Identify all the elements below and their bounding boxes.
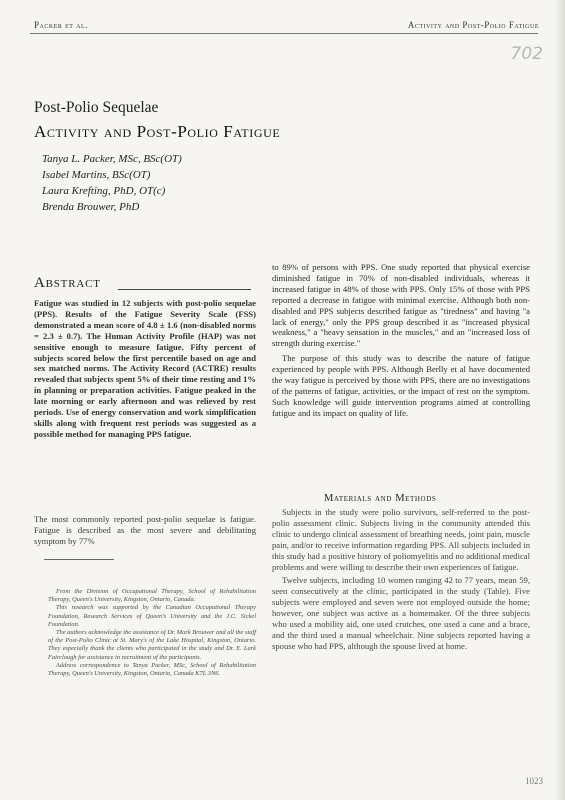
footnote: From the Division of Occupational Therapy, School of Rehabilitation Therapy, Queen's University, Kingston, Ontario, Canada. [48,588,256,604]
header-rule [30,33,538,34]
abstract-heading: Abstract [34,275,101,291]
methods-text [272,507,530,655]
paragraph: Subjects in the study were polio survivors, self-referred to the post-polio assessment clinic. Subjects living in the community attended this clinic to undergo clinical assessment of breathing needs, joint pain, muscle pain, and/or to receive information regarding PPS. All subjects included in this study had a positive history of poliomyelitis and no additional medical problems and were willing to describe their own experiences of fatigue. [272,507,530,572]
author: Isabel Martins, BSc(OT) [42,169,151,181]
author-list [42,151,182,215]
scan-edge-shadow [555,0,565,800]
paragraph: The purpose of this study was to describe the nature of fatigue experienced by people with PPS. Although Berlly et al have documented the way fatigue is perceived by those with PPS, there are no investigations of the patterns of fatigue, activities, or the impact of rest on the symptom. Such knowledge will guide intervention programs aimed at controlling fatigue and its impact on quality of life. [272,353,530,418]
methods-heading: Materials and Methods [324,493,437,504]
paragraph: Twelve subjects, including 10 women ranging 42 to 77 years, mean 59, seen consecutively at the clinic, participated in the study (Table). Five subjects were employed and seven were not employed outside the home; however, one subject was active as a homemaker. Of the three subjects who used a mobility aid, one used crutches, one used a cane and a brace, and the third used a manual wheelchair. Nine subjects reported having a spouse who had PPS, although the spouse lived at home. [272,575,530,651]
abstract-rule [118,289,251,290]
page-stamp: 702 [510,44,543,64]
footnote-rule [44,559,114,560]
right-column-text [272,262,530,423]
footnotes [48,588,256,678]
author: Laura Krefting, PhD, OT(c) [42,185,166,197]
running-header-left: Packer et al. [34,20,88,30]
intro-paragraph: The most commonly reported post-polio sequelae is fatigue. Fatigue is described as the most severe and debilitating symptom by 77% [34,514,256,546]
abstract-text: Fatigue was studied in 12 subjects with post-polio sequelae (PPS). Results of the Fatigue Severity Scale (FSS) demonstrated a mean score of 4.8 ± 1.6 (non-disabled norms = 2.3 ± 0.7). The Human Activity Profile (HAP) was not sensitive enough to measure fatigue. Fifty percent of subjects scored below the first percentile based on age and sex matched norms. The Activity Record (ACTRE) results revealed that subjects spent 5% of their time resting and 1% in planning or preparation activities. Fatigue peaked in the late morning or early afternoon and was relieved by rest periods. Use of energy conservation and work simplification skills along with frequent rest periods was suggested as a possible method for managing PPS fatigue. [34,298,256,439]
author: Tanya L. Packer, MSc, BSc(OT) [42,153,182,165]
footnote: The authors acknowledge the assistance of Dr. Mark Brouwer and all the staff of the Post-Polio Clinic at St. Mary's of the Lake Hospital, Kingston, Ontario. They especially thank the clients who participated in the study and Dr. E. Lark Fairclough for assistance in recruitment of the participants. [48,629,256,661]
author: Brenda Brouwer, PhD [42,201,140,213]
article-title: Activity and Post-Polio Fatigue [34,122,281,141]
footnote: This research was supported by the Canadian Occupational Therapy Foundation, Research Services of Queen's University and the J.C. Sickel Foundation. [48,604,256,628]
page-number: 1023 [525,776,543,786]
footnote: Address correspondence to Tanya Packer, MSc, School of Rehabilitation Therapy, Queen's University, Kingston, Ontario, Canada K7L 3N6. [48,661,256,678]
running-header-right: Activity and Post-Polio Fatigue [407,20,539,30]
series-title: Post-Polio Sequelae [34,99,159,116]
paragraph: to 89% of persons with PPS. One study reported that physical exercise diminished fatigue in 70% of non-disabled individuals, whereas it increased fatigue in 48% of those with PPS. Only 15% of those with PPS reported a decrease in fatigue with minimal exercise. Although both non-disabled and PPS subjects described fatigue as "tiredness" and having "a lack of energy," only the PPS group described it as "increased physical weakness," a "heavy sensation in the muscles," and an "increased loss of strength during exercise." [272,262,530,349]
